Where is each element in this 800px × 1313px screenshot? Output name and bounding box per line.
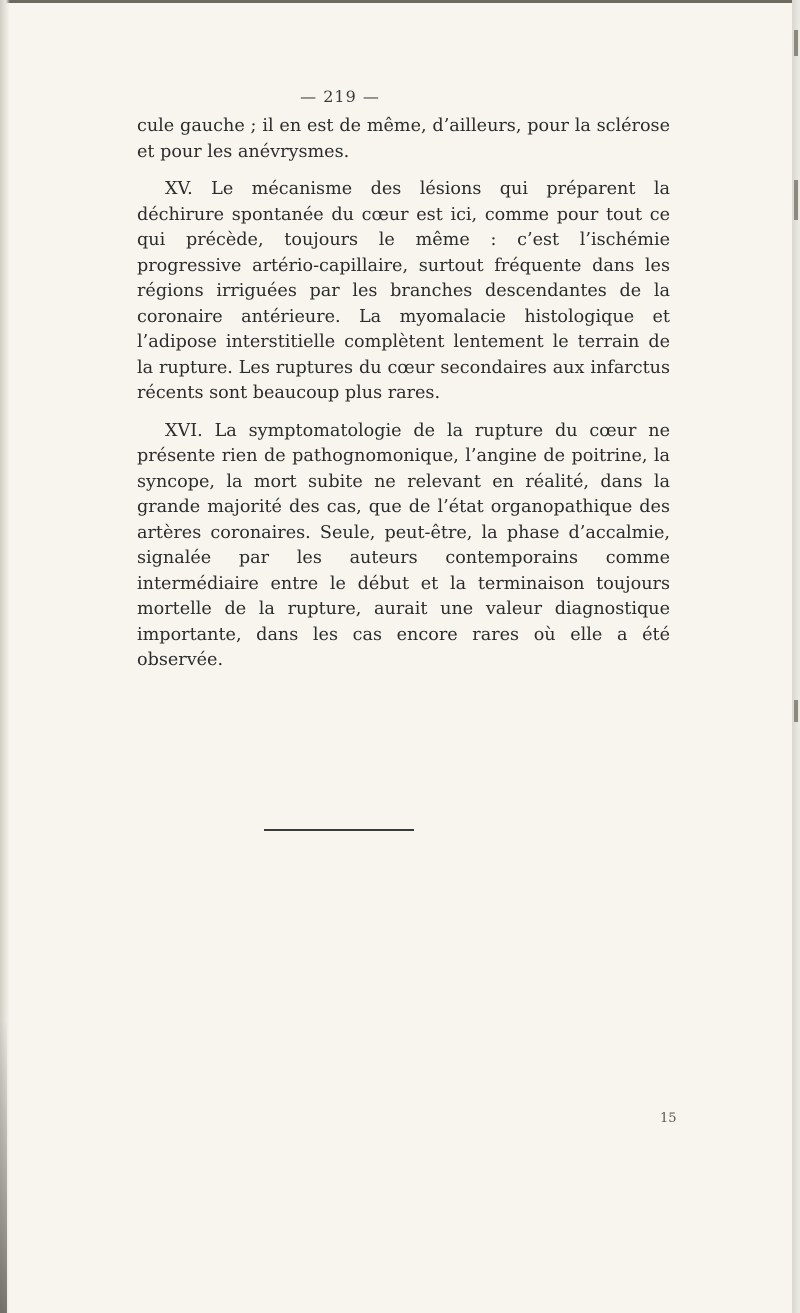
binding-shadow — [0, 1020, 7, 1313]
signature-mark: 15 — [660, 1111, 677, 1126]
running-head: — 219 — — [300, 87, 380, 106]
paragraph-continuation: cule gauche ; il en est de même, d’ailleurs, pour la sclérose et pour les anévrysmes. — [137, 116, 670, 162]
scan-edge-mark — [794, 180, 798, 220]
paragraph-xv: XV. Le mécanisme des lésions qui préparent la déchirure spontanée du cœur est ici, comme pour tout ce qui précède, toujours le même : c’est l’ischémie progressive artério-capillaire, surtout fréquente dans les régions irriguées par les branches descendantes de la coronaire antérieure. La myomalacie histologique et l’adipose interstitielle complètent lentement le terrain de la rupture. Les ruptures du cœur secondaires aux infarctus récents sont beaucoup plus rares. — [137, 179, 670, 403]
top-border — [0, 0, 792, 3]
body-text — [137, 114, 670, 686]
paragraph-xvi: XVI. La symptomatologie de la rupture du cœur ne présente rien de pathognomonique, l’angine de poitrine, la syncope, la mort subite ne relevant en réalité, dans la grande majorité des cas, que de l’état organopathique des artères coronaires. Seule, peut-être, la phase d’accalmie, signalée par les auteurs contemporains comme intermédiaire entre le début et la terminaison toujours mortelle de la rupture, aurait une valeur diagnostique importante, dans les cas encore rares où elle a été observée. — [137, 420, 670, 670]
scan-edge-mark — [794, 700, 798, 722]
section-end-rule — [264, 829, 414, 831]
scan-edge-mark — [794, 30, 798, 56]
